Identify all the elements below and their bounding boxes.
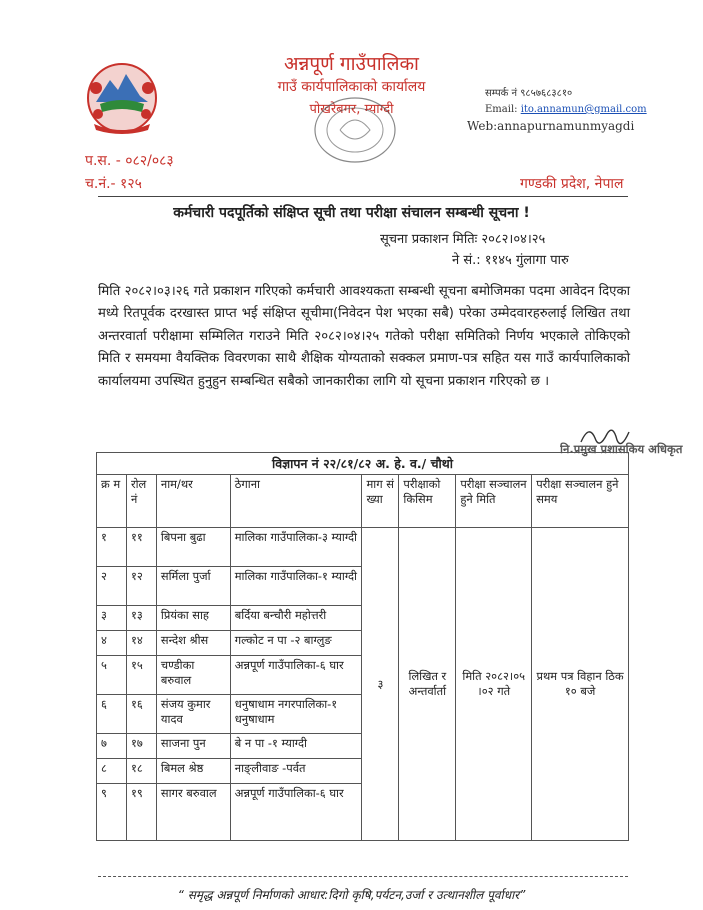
cell-demand-count: ३: [362, 528, 399, 841]
nepal-sambat-ref: ने सं.: ११४५ गुंलागा पारु: [452, 253, 569, 268]
cell-sn: ८: [97, 759, 127, 784]
header-exam-time: परीक्षा सञ्चालन हुने समय: [532, 475, 629, 528]
cell-address: गल्कोट न पा -२ बाग्लुङ: [230, 631, 362, 656]
header-exam-type: परीक्षाको किसिम: [399, 475, 456, 528]
signatory-title: नि.प्रमुख प्रशासकिय अधिकृत: [560, 442, 683, 456]
cell-exam-date: मिति २०८२।०५ ।०२ गते: [456, 528, 532, 841]
cell-address: बे न पा -१ म्याग्दी: [230, 734, 362, 759]
cell-roll: १५: [126, 656, 156, 695]
footer-divider: [98, 876, 628, 877]
cell-roll: ११: [126, 528, 156, 567]
cell-sn: ५: [97, 656, 127, 695]
cell-exam-time: प्रथम पत्र विहान ठिक १० बजे: [532, 528, 629, 841]
cell-roll: १९: [126, 784, 156, 841]
cell-name: साजना पुन: [156, 734, 230, 759]
office-subtitle: गाउँ कार्यपालिकाको कार्यालय: [277, 79, 426, 95]
cell-address: अन्नपूर्ण गाउँपालिका-६ घार: [230, 656, 362, 695]
notice-body: मिति २०८२।०३।२६ गते प्रकाशन गरिएको कर्मचारी आवश्यकता सम्बन्धी सूचना बमोजिमका पदमा आवेदन दिएका मध्ये रितपूर्वक दरखास्त प्राप्त भई संक्षिप्त सूचीमा(निवेदन पेश भएका सबै) परेका उम्मेदवारहरुलाई लिखित तथा अन्तरवार्ता परीक्षामा सम्मिलित गराउने मिति २०८२।०४।२५ गतेको परीक्षा समितिको निर्णय भएकाले तोकिएको मिति र समयमा वैयक्तिक विवरणका साथै शैक्षिक योग्यताको सक्कल प्रमाण-पत्र सहित यस गाउँ कार्यपालिकाको कार्यालयमा उपस्थित हुनुहुन सम्बन्धित सबैको जानकारीका लागि यो सूचना प्रकाशन गरिएको छ ।: [98, 284, 630, 389]
cell-address: धनुषाधाम नगरपालिका-१ धनुषाधाम: [230, 695, 362, 734]
table-caption: विज्ञापन नं २२/८१/८२ अ. हे. व./ चौथो: [97, 453, 629, 475]
cell-name: सागर बरुवाल: [156, 784, 230, 841]
cell-name: चण्डीका बरुवाल: [156, 656, 230, 695]
cell-address: बर्दिया बन्चौरी महोत्तरी: [230, 606, 362, 631]
header-roll: रोल नं: [126, 475, 156, 528]
cell-roll: १४: [126, 631, 156, 656]
cell-name: सन्देश श्रीस: [156, 631, 230, 656]
cell-name: बिपना बुढा: [156, 528, 230, 567]
cell-address: मालिका गाउँपालिका-१ म्याग्दी: [230, 567, 362, 606]
website: Web:annapurnamunmyagdi: [467, 119, 635, 133]
header-exam-date: परीक्षा सञ्चालन हुने मिति: [456, 475, 532, 528]
reference-cn: च.नं.- १२५: [85, 176, 142, 192]
publication-date: सूचना प्रकाशन मितिः २०८२।०४।२५: [380, 232, 546, 247]
office-name: अन्नपूर्ण गाउँपालिका: [284, 53, 419, 75]
cell-roll: १७: [126, 734, 156, 759]
cell-sn: १: [97, 528, 127, 567]
cell-roll: १३: [126, 606, 156, 631]
cell-name: सर्मिला पुर्जा: [156, 567, 230, 606]
cell-address: नाङ्लीवाङ -पर्वत: [230, 759, 362, 784]
email-label: Email:: [485, 104, 518, 115]
office-address: पोखरेबगर, म्याग्दी: [309, 102, 394, 117]
header-name: नाम/थर: [156, 475, 230, 528]
cell-sn: ६: [97, 695, 127, 734]
cell-roll: १८: [126, 759, 156, 784]
header-address: ठेगाना: [230, 475, 362, 528]
footer-slogan: “ समृद्ध अन्नपूर्ण निर्माणको आधार:दिगो कृषि,पर्यटन,उर्जा र उत्थानशील पूर्वाधार”: [177, 888, 526, 902]
cell-sn: ३: [97, 606, 127, 631]
cell-sn: २: [97, 567, 127, 606]
reference-ps: प.स. - ०८२/०८३: [85, 153, 174, 169]
table-row: [97, 528, 629, 567]
cell-name: बिमल श्रेष्ठ: [156, 759, 230, 784]
table-header-row: [97, 475, 629, 528]
candidate-table: [96, 452, 629, 841]
office-stamp: [300, 90, 410, 170]
cell-name: संजय कुमार यादव: [156, 695, 230, 734]
candidate-table-wrapper: [96, 452, 629, 841]
contact-block: [467, 86, 647, 134]
cell-sn: ९: [97, 784, 127, 841]
header-divider: [98, 196, 628, 197]
cell-address: मालिका गाउँपालिका-३ म्याग्दी: [230, 528, 362, 567]
header-demand: माग सं ख्या: [362, 475, 399, 528]
cell-roll: १६: [126, 695, 156, 734]
header-sn: क्र म: [97, 475, 127, 528]
cell-address: अन्नपूर्ण गाउँपालिका-६ घार: [230, 784, 362, 841]
cell-sn: ४: [97, 631, 127, 656]
contact-phone: सम्पर्क नं ९८५७६८३८१०: [485, 88, 573, 99]
cell-name: प्रियंका साह: [156, 606, 230, 631]
cell-exam-type: लिखित र अन्तर्वार्ता: [399, 528, 456, 841]
province-label: गण्डकी प्रदेश, नेपाल: [520, 176, 624, 192]
cell-roll: १२: [126, 567, 156, 606]
notice-title: कर्मचारी पदपूर्तिको संक्षिप्त सूची तथा परीक्षा संचालन सम्बन्धी सूचना !: [173, 205, 530, 221]
email-link[interactable]: ito.annamun@gmail.com: [520, 104, 647, 115]
cell-sn: ७: [97, 734, 127, 759]
contact-email-line: [485, 102, 647, 118]
